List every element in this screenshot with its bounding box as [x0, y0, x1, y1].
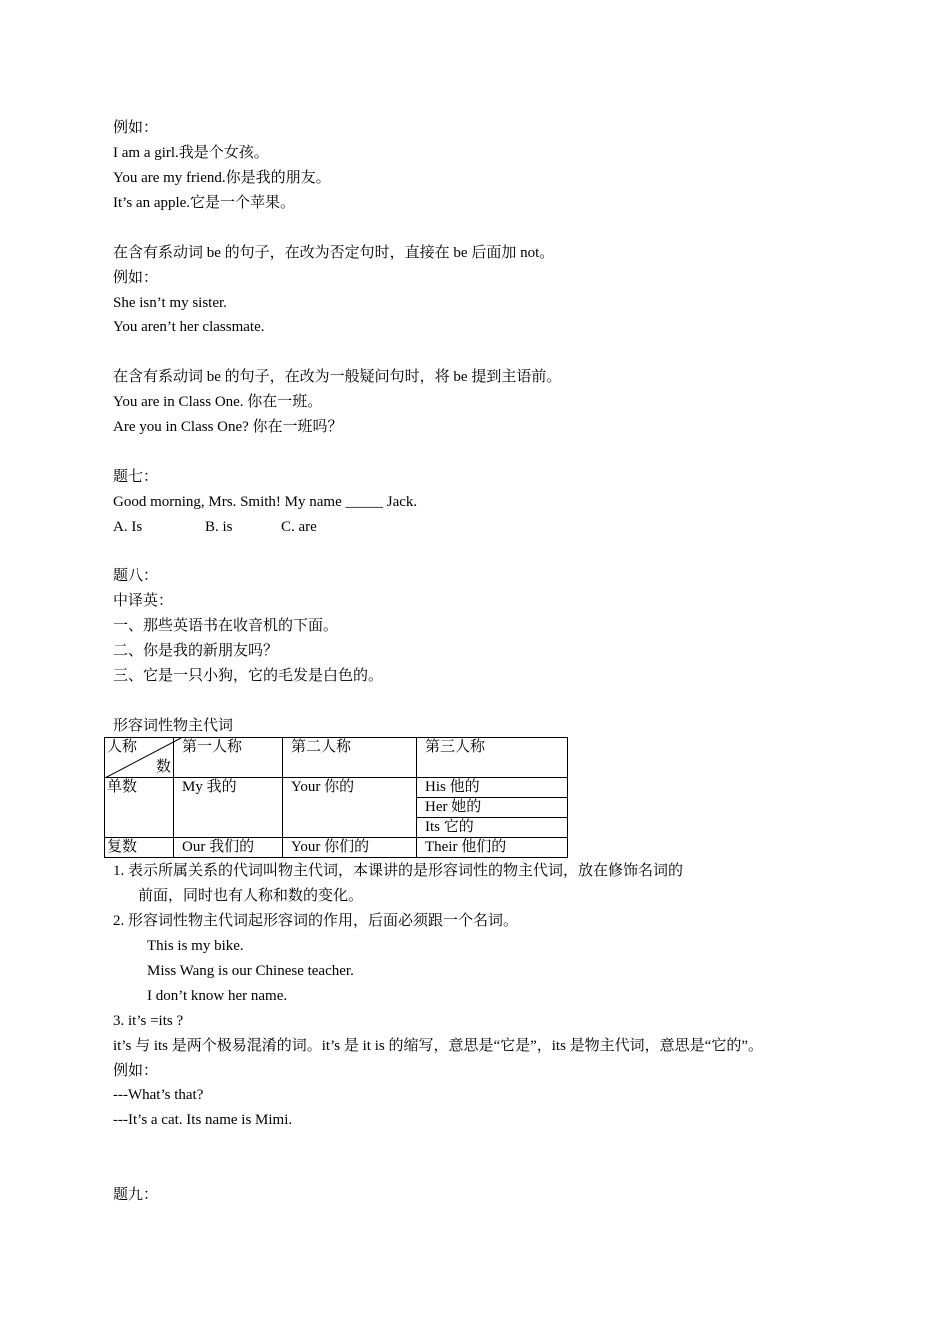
note-1: 1. 表示所属关系的代词叫物主代词，本课讲的是形容词性的物主代词，放在修饰名词的: [113, 863, 684, 879]
corner-label-person: 人称: [107, 739, 138, 755]
table-caption: 形容词性物主代词: [113, 718, 234, 734]
question-title: 题九：: [113, 1187, 159, 1203]
table-corner-cell: [105, 738, 174, 778]
cell-singular-first: My 我的: [174, 778, 283, 838]
translation-item: 一、那些英语书在收音机的下面。: [113, 618, 339, 634]
question-title: 题七：: [113, 469, 159, 485]
row-label-plural: 复数: [105, 838, 174, 858]
cell-singular-third-her: Her 她的: [417, 798, 568, 818]
example-sentence: I am a girl.我是个女孩。: [113, 145, 269, 161]
example-label: 例如：: [113, 270, 159, 286]
dialog-line: ---It’s a cat. Its name is Mimi.: [113, 1112, 293, 1128]
question-subtitle: 中译英：: [113, 593, 174, 609]
row-label-singular: 单数: [105, 778, 174, 838]
example-label: 例如：: [113, 1063, 159, 1079]
question-text: Good morning, Mrs. Smith! My name _____ Jack.: [113, 494, 418, 510]
header-third-person: 第三人称: [417, 738, 568, 778]
example-sentence: Are you in Class One? 你在一班吗？: [113, 419, 343, 435]
table-row-singular: [105, 778, 568, 798]
example-sentence: Miss Wang is our Chinese teacher.: [147, 963, 354, 979]
example-sentence: It’s an apple.它是一个苹果。: [113, 195, 296, 211]
cell-singular-third-its: Its 它的: [417, 818, 568, 838]
translation-item: 二、你是我的新朋友吗？: [113, 643, 279, 659]
question-title: 题八：: [113, 568, 159, 584]
grammar-rule-negative: 在含有系动词 be 的句子，在改为否定句时，直接在 be 后面加 not。: [113, 245, 555, 261]
example-sentence: I don’t know her name.: [147, 988, 288, 1004]
table-header-row: [105, 738, 568, 778]
note-3: 3. it’s =its ?: [113, 1013, 184, 1029]
table-row-plural: [105, 838, 568, 858]
example-label: 例如：: [113, 120, 159, 136]
note-2: 2. 形容词性物主代词起形容词的作用，后面必须跟一个名词。: [113, 913, 519, 929]
example-sentence: You are in Class One. 你在一班。: [113, 394, 323, 410]
header-second-person: 第二人称: [283, 738, 417, 778]
cell-plural-first: Our 我们的: [174, 838, 283, 858]
corner-label-number: 数: [155, 759, 171, 775]
example-sentence: This is my bike.: [147, 938, 244, 954]
cell-singular-second: Your 你的: [283, 778, 417, 838]
note-1-continued: 前面，同时也有人称和数的变化。: [138, 888, 364, 904]
dialog-line: ---What’s that?: [113, 1087, 204, 1103]
header-first-person: 第一人称: [174, 738, 283, 778]
cell-plural-third: Their 他们的: [417, 838, 568, 858]
example-sentence: She isn’t my sister.: [113, 295, 227, 311]
cell-plural-second: Your 你们的: [283, 838, 417, 858]
example-sentence: You are my friend.你是我的朋友。: [113, 170, 331, 186]
translation-item: 三、它是一只小狗，它的毛发是白色的。: [113, 668, 384, 684]
note-3-description: it’s 与 its 是两个极易混淆的词。it’s 是 it is 的缩写，意思是“它是”，its 是物主代词，意思是“它的”。: [113, 1038, 763, 1054]
grammar-rule-question: 在含有系动词 be 的句子，在改为一般疑问句时，将 be 提到主语前。: [113, 369, 562, 385]
possessive-pronoun-table: [104, 737, 568, 858]
cell-singular-third-his: His 他的: [417, 778, 568, 798]
example-sentence: You aren’t her classmate.: [113, 319, 265, 335]
option-c: C. are: [281, 519, 317, 535]
option-b: B. is: [205, 519, 233, 535]
option-a: A. Is: [113, 519, 143, 535]
